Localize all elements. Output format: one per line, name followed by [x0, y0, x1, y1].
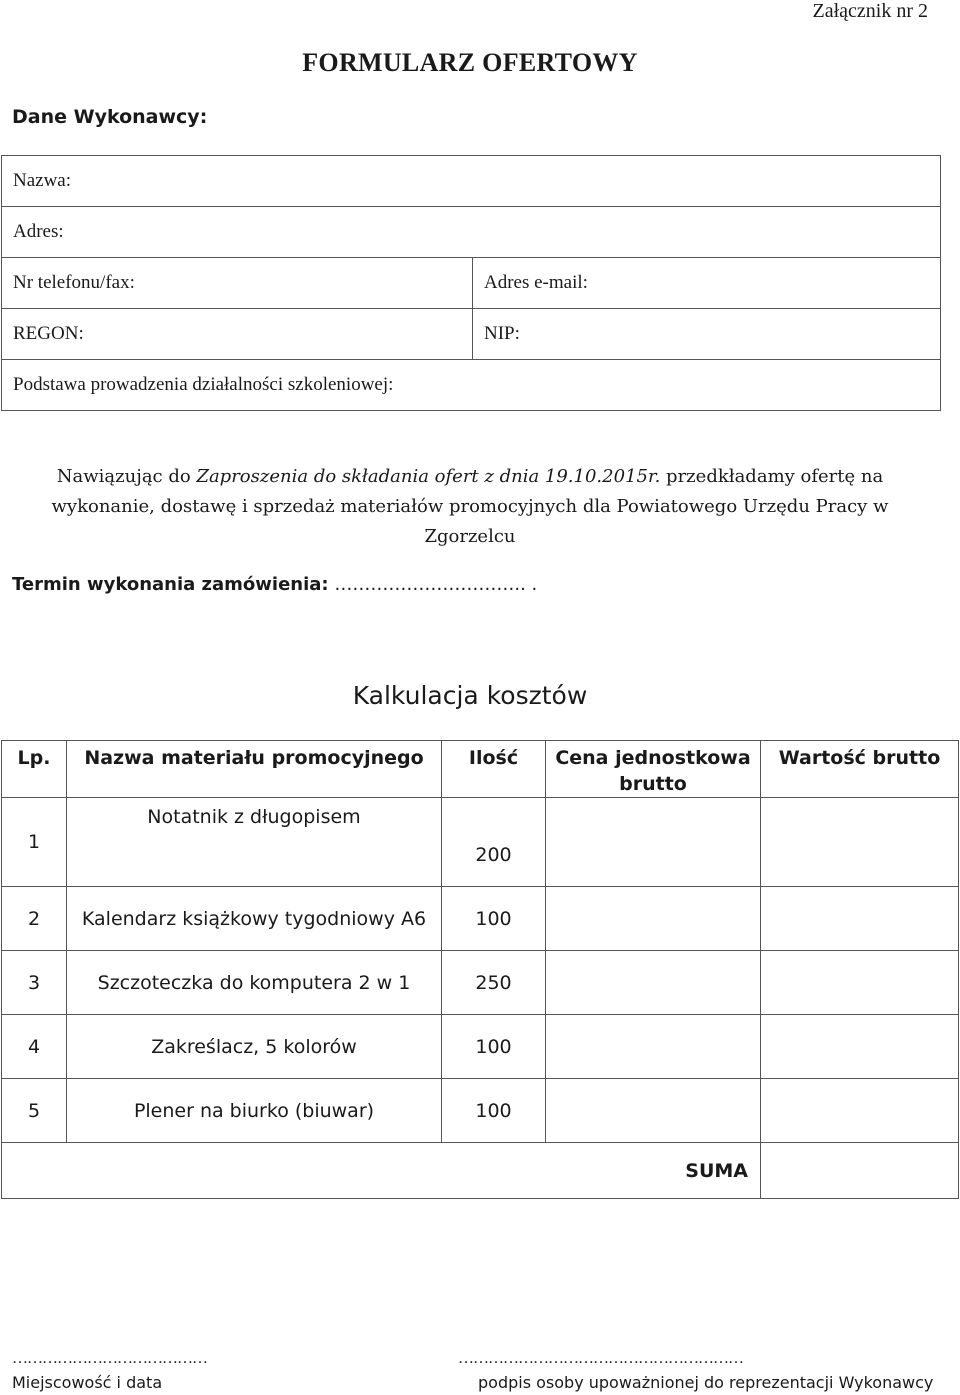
row-lp: 3 [2, 951, 67, 1015]
vendor-regon-field[interactable] [2, 309, 473, 360]
table-row [2, 887, 959, 951]
row-total-cell[interactable] [761, 1079, 959, 1143]
row-total-cell[interactable] [761, 951, 959, 1015]
sum-label: SUMA [2, 1143, 761, 1199]
sum-row [2, 1143, 959, 1199]
row-unit-price-cell[interactable] [546, 1079, 761, 1143]
table-row [2, 1079, 959, 1143]
vendor-name-field[interactable] [2, 156, 941, 207]
page-title: FORMULARZ OFERTOWY [302, 48, 638, 77]
vendor-data-table [1, 155, 941, 411]
row-name: Zakreślacz, 5 kolorów [67, 1015, 442, 1079]
row-qty: 100 [442, 1079, 546, 1143]
header-total: Wartość brutto [761, 741, 959, 798]
row-total-cell[interactable] [761, 798, 959, 887]
row-lp: 4 [2, 1015, 67, 1079]
row-name: Notatnik z długopisem [67, 798, 442, 887]
vendor-nip-field[interactable] [473, 309, 941, 360]
vendor-section-title: Dane Wykonawcy: [12, 106, 208, 128]
vendor-regon-label: REGON: [13, 323, 84, 344]
vendor-address-label: Adres: [13, 221, 64, 242]
delivery-term-blank[interactable]: ………………………….. . [328, 574, 538, 595]
vendor-email-label: Adres e-mail: [484, 272, 588, 293]
row-total-cell[interactable] [761, 887, 959, 951]
sum-total-cell[interactable] [761, 1143, 959, 1199]
signature-label: podpis osoby upoważnionej do reprezentacji Wykonawcy [478, 1373, 934, 1392]
row-lp: 2 [2, 887, 67, 951]
row-qty: 250 [442, 951, 546, 1015]
intro-text-start: Nawiązując do [56, 466, 197, 487]
table-row [2, 798, 959, 887]
header-qty: Ilość [442, 741, 546, 798]
intro-text-end: przedkładamy ofertę na wykonanie, dostawę i sprzedaż materiałów promocyjnych dla Powiatowego Urzędu Pracy w Zgorzelcu [51, 466, 889, 547]
place-date-line[interactable]: ………………………………… [12, 1350, 207, 1367]
calculation-title: Kalkulacja kosztów [352, 681, 588, 710]
row-unit-price-cell[interactable] [546, 951, 761, 1015]
row-qty: 200 [442, 798, 546, 887]
table-row [2, 1015, 959, 1079]
row-lp: 1 [2, 798, 67, 887]
signature-line[interactable]: ………………………………………………… [458, 1350, 743, 1367]
row-total-cell[interactable] [761, 1015, 959, 1079]
vendor-phone-label: Nr telefonu/fax: [13, 272, 135, 293]
annex-number: Załącznik nr 2 [812, 0, 928, 22]
intro-invitation-reference: Zaproszenia do składania ofert z dnia 19.10.2015r. [196, 466, 661, 487]
vendor-basis-label: Podstawa prowadzenia działalności szkoleniowej: [13, 374, 394, 395]
vendor-nip-label: NIP: [484, 323, 520, 344]
row-qty: 100 [442, 1015, 546, 1079]
row-qty: 100 [442, 887, 546, 951]
header-lp: Lp. [2, 741, 67, 798]
table-row [2, 951, 959, 1015]
delivery-term [12, 574, 537, 595]
intro-paragraph [20, 462, 920, 552]
row-unit-price-cell[interactable] [546, 798, 761, 887]
vendor-address-field[interactable] [2, 207, 941, 258]
row-lp: 5 [2, 1079, 67, 1143]
cost-calculation-table [1, 740, 959, 1199]
row-unit-price-cell[interactable] [546, 887, 761, 951]
vendor-basis-field[interactable] [2, 360, 941, 411]
vendor-name-label: Nazwa: [13, 170, 72, 191]
header-unit-price: Cena jednostkowa brutto [546, 741, 761, 798]
delivery-term-label: Termin wykonania zamówienia: [12, 574, 329, 595]
row-name: Szczoteczka do komputera 2 w 1 [67, 951, 442, 1015]
place-date-label: Miejscowość i data [12, 1373, 163, 1392]
row-unit-price-cell[interactable] [546, 1015, 761, 1079]
header-name: Nazwa materiału promocyjnego [67, 741, 442, 798]
vendor-phone-field[interactable] [2, 258, 473, 309]
row-name: Plener na biurko (biuwar) [67, 1079, 442, 1143]
table-header-row [2, 741, 959, 798]
row-name: Kalendarz książkowy tygodniowy A6 [67, 887, 442, 951]
vendor-email-field[interactable] [473, 258, 941, 309]
